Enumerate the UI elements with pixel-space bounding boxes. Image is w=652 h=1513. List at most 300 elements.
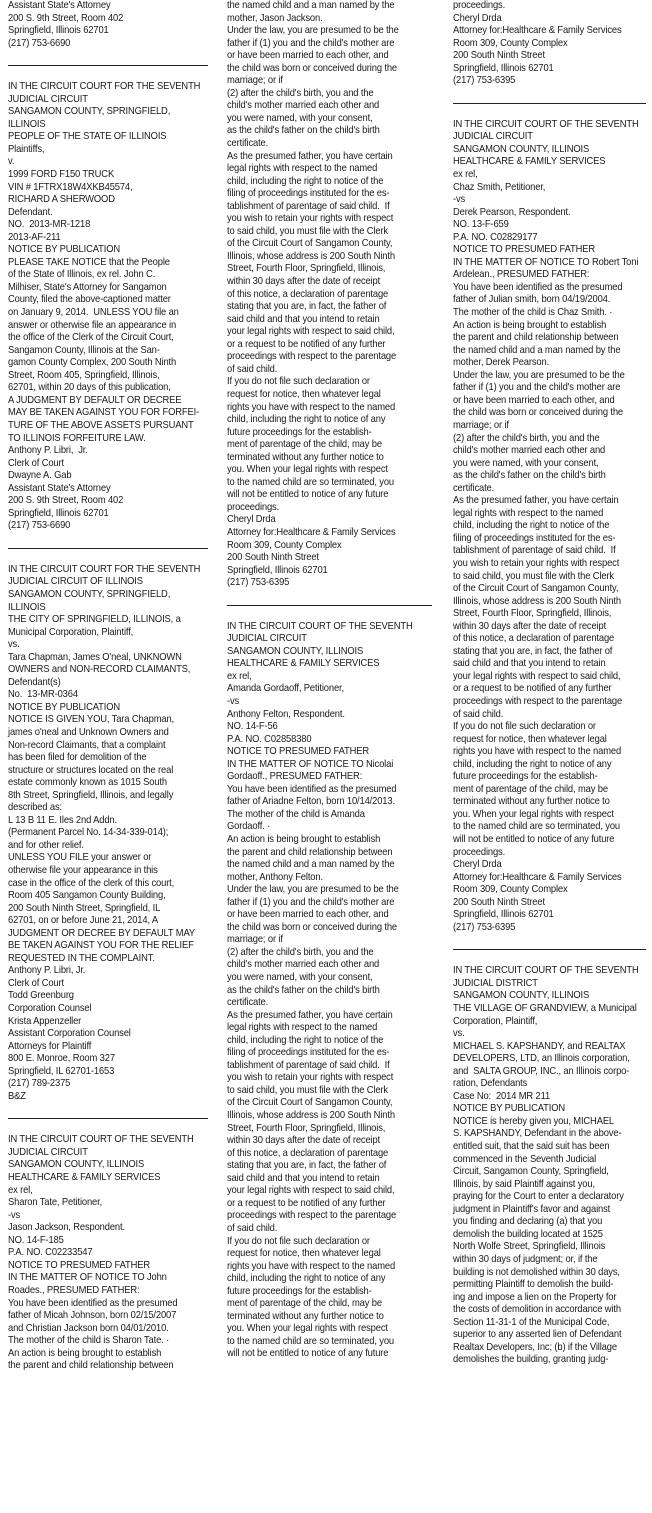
notice-line: 200 South Ninth Street [453, 896, 545, 908]
legal-notice [8, 1134, 208, 1372]
notice-line: IN THE MATTER OF NOTICE TO John [8, 1272, 167, 1284]
notice-line: tablishment of parentage of said child. If [453, 545, 616, 557]
notice-line: Krista Appenzeller [8, 1015, 82, 1027]
notice-line: you were named, with your consent, [227, 972, 373, 984]
notice-line: said child and that you intend to retain [227, 1172, 380, 1184]
notice-line: mother, Anthony Felton. [227, 871, 323, 883]
notice-line: HEALTHCARE & FAMILY SERVICES [453, 156, 606, 168]
notice-line: Anthony P. Libri, Jr. [8, 445, 88, 457]
notice-line: said child and that you intend to retain [453, 658, 606, 670]
notice-line: An action is being brought to establish [453, 319, 607, 331]
notice-line: (2) after the child's birth, you and the [227, 87, 374, 99]
notice-line: you. When your legal rights with respect [227, 464, 388, 476]
notice-line: commenced in the Seventh Judicial [453, 1153, 597, 1165]
legal-notice [453, 119, 646, 935]
notice-line: has been filed for demolition of the [8, 752, 147, 764]
notice-line: or a request to be notified of any further [227, 338, 386, 350]
notice-line: father of Micah Johnson, born 02/15/2007 [8, 1310, 177, 1322]
notice-line: Realtax Developers, Inc; (b) if the Village [453, 1341, 617, 1353]
notice-line: of this notice, a declaration of parentage [453, 633, 615, 645]
notice-line: Springfield, Illinois 62701 [227, 564, 328, 576]
notice-line: 200 S. 9th Street, Room 402 [8, 12, 124, 24]
notice-line: OWNERS and NON-RECORD CLAIMANTS, [8, 664, 191, 676]
notice-line: ex rel, [227, 670, 252, 682]
notice-line: (217) 753-6690 [8, 520, 71, 532]
notice-line: Assistant State's Attorney [8, 0, 111, 11]
notice-divider [8, 548, 208, 549]
legal-notice [8, 81, 208, 533]
notice-line: Chaz Smith, Petitioner, [453, 181, 546, 193]
notice-line: father of Ariadne Felton, born 10/14/2013. [227, 796, 395, 808]
notice-line: Defendant(s) [8, 676, 61, 688]
notice-line: the office of the Clerk of the Circuit Court, [8, 332, 174, 344]
notice-line: RICHARD A SHERWOOD [8, 194, 115, 206]
notice-line: NOTICE TO PRESUMED FATHER [453, 244, 596, 256]
notice-line: -vs [453, 194, 466, 206]
notice-line: P.A. NO. C02829177 [453, 231, 538, 243]
notice-line: 200 S. 9th Street, Room 402 [8, 495, 124, 507]
notice-line: Under the law, you are presumed to be the [227, 25, 399, 37]
notice-line: structure or structures located on the real [8, 764, 174, 776]
legal-notice [227, 621, 432, 1361]
notice-line: Springfield, Illinois 62701 [8, 507, 109, 519]
notice-line: ex rel, [453, 169, 478, 181]
notice-line: will not be entitled to notice of any future [227, 1348, 389, 1360]
notice-line: request for notice, then whatever legal [227, 388, 381, 400]
notice-line: superior to any asserted lien of Defendant [453, 1329, 622, 1341]
notice-line: Todd Greenburg [8, 990, 74, 1002]
notice-line: will not be entitled to notice of any future [453, 834, 615, 845]
notice-line: You have been identified as the presumed [453, 281, 623, 293]
notice-line: IN THE CIRCUIT COURT OF THE SEVENTH [8, 1134, 194, 1146]
column-1 [8, 0, 208, 1373]
notice-line: the named child and a man named by the [227, 0, 395, 11]
notice-line: PLEASE TAKE NOTICE that the People [8, 256, 170, 268]
notice-line: and for other relief. [8, 839, 84, 851]
legal-notice [227, 0, 432, 590]
notice-line: or have been married to each other, and [227, 50, 389, 62]
notice-line: (217) 753-6395 [453, 921, 516, 933]
notice-line: father of Julian smith, born 04/19/2004. [453, 294, 611, 306]
notice-line: You have been identified as the presumed [227, 783, 397, 795]
notice-line: filing of proceedings instituted for the es- [227, 188, 390, 200]
notice-line: Corporation, Plaintiff, [453, 1015, 538, 1027]
notice-line: or have been married to each other, and [453, 394, 615, 406]
notice-line: answer or otherwise file an appearance in [8, 319, 177, 331]
notice-line: L 13 B 11 E. Iles 2nd Addn. [8, 814, 117, 826]
notice-line: certificate. [453, 482, 495, 494]
notice-line: legal rights with respect to the named [227, 163, 378, 175]
notice-line: terminated without any further notice to [453, 796, 610, 808]
notice-line: IN THE CIRCUIT COURT OF THE SEVENTH [453, 965, 639, 977]
notice-line: ing and impose a lien on the Property for [453, 1291, 617, 1303]
notice-line: Jason Jackson, Respondent. [8, 1222, 125, 1234]
notice-line: If you do not file such declaration or [453, 721, 596, 733]
notice-line: of the Circuit Court of Sangamon County, [227, 238, 393, 250]
notice-line: PEOPLE OF THE STATE OF ILLINOIS [8, 131, 167, 143]
legal-notice [453, 0, 646, 88]
notice-line: SANGAMON COUNTY, SPRINGFIELD, [8, 588, 171, 600]
notice-line: the child was born or conceived during the [227, 62, 398, 74]
notice-line: praying for the Court to enter a declaratory [453, 1191, 624, 1203]
notice-line: No. 13-MR-0364 [8, 689, 78, 701]
notice-line: NO. 14-F-185 [8, 1234, 64, 1246]
notice-line: child, including the right to notice of any [227, 414, 386, 426]
notice-line: Attorneys for Plaintiff [8, 1040, 92, 1052]
notice-line: The mother of the child is Sharon Tate. · [8, 1335, 170, 1347]
notice-line: of said child. [453, 708, 504, 720]
notice-line: As the presumed father, you have certain [453, 495, 619, 507]
legal-notice [8, 0, 208, 50]
notice-line: rights you have with respect to the named [227, 1260, 396, 1272]
notice-line: you wish to retain your rights with respect [453, 557, 620, 569]
notice-line: THE CITY OF SPRINGFIELD, ILLINOIS, a [8, 614, 181, 626]
notice-line: (217) 789-2375 [8, 1078, 71, 1090]
notice-line: Tara Chapman, James O'neal, UNKNOWN [8, 651, 182, 663]
notice-line: will not be entitled to notice of any future [227, 489, 389, 501]
notice-line: Illinois, whose address is 200 South Ninth [453, 595, 621, 607]
notice-line: the named child and a man named by the [453, 344, 621, 356]
notice-line: ment of parentage of the child, may be [227, 439, 382, 451]
notice-line: THE VILLAGE OF GRANDVIEW, a Municipal [453, 1003, 637, 1015]
notice-line: future proceedings for the establish- [453, 771, 598, 783]
notice-line: v. [8, 156, 15, 168]
notice-line: you wish to retain your rights with respect [227, 213, 394, 225]
notice-line: within 30 days after the date of receipt [227, 1135, 381, 1147]
notice-line: Cheryl Drda [453, 12, 502, 24]
notice-line: Room 309, County Complex [453, 37, 568, 49]
notice-line: NOTICE BY PUBLICATION [8, 244, 121, 256]
notice-line: TO ILLINOIS FORFEITURE LAW. [8, 432, 146, 444]
notice-line: JUDICIAL DISTRICT [453, 977, 538, 989]
notice-line: marriage; or if [227, 75, 283, 87]
notice-line: REQUESTED IN THE COMPLAINT. [8, 952, 155, 964]
notice-line: you wish to retain your rights with respect [227, 1072, 394, 1084]
notice-line: of said child. [227, 1222, 278, 1234]
notice-line: you. When your legal rights with respect [227, 1323, 388, 1335]
notice-line: to said child, you must file with the Clerk [227, 225, 388, 237]
notice-line: request for notice, then whatever legal [453, 733, 607, 745]
notice-line: NOTICE BY PUBLICATION [8, 701, 121, 713]
notice-line: JUDGMENT OR DECREE BY DEFAULT MAY [8, 927, 196, 939]
notice-line: proceedings with respect to the parentage [227, 1210, 397, 1222]
notice-line: UNLESS YOU FILE your answer or [8, 852, 152, 864]
notice-line: (217) 753-6690 [8, 37, 71, 49]
legal-notice [453, 965, 646, 1367]
notice-line: father if (1) you and the child's mother are [227, 896, 395, 908]
notice-line: S. KAPSHANDY, Defendant in the above- [453, 1128, 622, 1140]
notice-line: 200 South Ninth Street [453, 50, 545, 62]
notice-line: Anthony Felton, Respondent. [227, 708, 345, 720]
notice-line: You have been identified as the presumed [8, 1297, 178, 1309]
notice-line: Room 309, County Complex [227, 539, 342, 551]
notice-line: to the named child are so terminated, you [227, 1335, 395, 1347]
notice-line: NOTICE is hereby given you, MICHAEL [453, 1115, 615, 1127]
notice-line: father if (1) you and the child's mother are [453, 382, 621, 394]
notice-line: stating that you are, in fact, the father of [453, 645, 613, 657]
notice-line: (2) after the child's birth, you and the [453, 432, 600, 444]
notice-line: marriage; or if [453, 419, 509, 431]
notice-line: NOTICE TO PRESUMED FATHER [227, 746, 370, 758]
notice-line: the parent and child relationship between [227, 846, 393, 858]
notice-line: ILLINOIS [8, 118, 46, 130]
notice-line: Anthony P. Libri, Jr. [8, 965, 86, 977]
notice-line: Room 309, County Complex [453, 884, 568, 896]
notice-line: Assistant Corporation Counsel [8, 1028, 131, 1040]
notice-line: Gordaoff. · [227, 821, 271, 833]
notice-line: case in the office of the clerk of this court, [8, 877, 175, 889]
notice-line: (217) 753-6395 [453, 75, 516, 87]
notice-line: Attorney for:Healthcare & Family Services [453, 25, 622, 37]
notice-line: Cheryl Drda [227, 514, 276, 526]
notice-line: of the Circuit Court of Sangamon County, [227, 1097, 393, 1109]
notice-line: JUDICIAL CIRCUIT OF ILLINOIS [8, 576, 143, 588]
notice-line: proceedings with respect to the parentage [453, 695, 623, 707]
notice-line: SANGAMON COUNTY, SPRINGFIELD, [8, 106, 171, 118]
notice-line: of the Circuit Court of Sangamon County, [453, 583, 619, 595]
notice-line: As the presumed father, you have certain [227, 1009, 393, 1021]
notice-line: Attorney for:Healthcare & Family Services [227, 526, 396, 538]
notice-line: entitled suit, that the said suit has been [453, 1141, 610, 1153]
notice-line: filing of proceedings instituted for the es- [453, 532, 616, 544]
notice-line: If you do not file such declaration or [227, 1235, 370, 1247]
notice-line: the child was born or conceived during the [453, 407, 624, 419]
notice-line: Street, Fourth Floor, Springfield, Illinois, [227, 263, 386, 275]
notice-divider [227, 605, 432, 606]
notice-line: ILLINOIS [8, 601, 46, 613]
notice-line: (Permanent Parcel No. 14-34-339-014); [8, 827, 169, 839]
notice-line: gamon County Complex, 200 South Ninth [8, 357, 177, 369]
notice-line: The mother of the child is Chaz Smith. · [453, 307, 613, 319]
notice-line: IN THE CIRCUIT COURT FOR THE SEVENTH [8, 81, 201, 93]
notice-line: tablishment of parentage of said child. If [227, 1059, 390, 1071]
notice-line: you finding and declaring (a) that you [453, 1216, 603, 1228]
notice-line: the costs of demolition in accordance with [453, 1304, 621, 1316]
notice-line: County, filed the above-captioned matter [8, 294, 171, 306]
notice-line: Roades., PRESUMED FATHER: [8, 1284, 140, 1296]
notice-line: and Christian Jackson born 04/01/2010. [8, 1322, 169, 1334]
notice-line: Attorney for:Healthcare & Family Services [453, 871, 622, 883]
notice-line: Street, Room 405, Springfield, Illinois, [8, 369, 160, 381]
notice-line: -vs [8, 1209, 21, 1221]
notice-line: HEALTHCARE & FAMILY SERVICES [227, 658, 380, 670]
notice-line: the named child and a man named by the [227, 859, 395, 871]
notice-line: -vs [227, 695, 240, 707]
notice-line: Clerk of Court [8, 977, 64, 989]
notice-line: NO. 13-F-659 [453, 219, 509, 231]
column-3 [453, 0, 646, 1367]
notice-line: Amanda Gordaoff, Petitioner, [227, 683, 344, 695]
column-2 [227, 0, 432, 1361]
notice-line: Derek Pearson, Respondent. [453, 206, 571, 218]
notice-line: ex rel, [8, 1184, 33, 1196]
notice-line: to the named child are so terminated, you [227, 476, 395, 488]
notice-line: Ardelean., PRESUMED FATHER: [453, 269, 590, 281]
notice-line: 800 E. Monroe, Room 327 [8, 1053, 115, 1065]
notice-line: james o'neal and Unknown Owners and [8, 726, 169, 738]
notice-line: (2) after the child's birth, you and the [227, 946, 374, 958]
legal-notice [8, 564, 208, 1104]
notice-line: mother, Jason Jackson. [227, 12, 323, 24]
notice-line: as the child's father on the child's birth [227, 125, 380, 137]
notice-line: of this notice, a declaration of parentage [227, 288, 389, 300]
notice-line: ment of parentage of the child, may be [227, 1298, 382, 1310]
notice-line: 62701, within 20 days of this publication, [8, 382, 171, 394]
notice-line: P.A. NO. C02858380 [227, 733, 312, 745]
notice-line: Municipal Corporation, Plaintiff, [8, 626, 134, 638]
notice-line: you were named, with your consent, [453, 457, 599, 469]
notice-line: Street, Fourth Floor, Springfield, Illinois, [227, 1122, 386, 1134]
notice-line: SANGAMON COUNTY, ILLINOIS [227, 645, 364, 657]
notice-line: Cheryl Drda [453, 859, 502, 871]
notice-line: Clerk of Court [8, 457, 64, 469]
notice-line: you. When your legal rights with respect [453, 808, 614, 820]
notice-line: to the named child are so terminated, you [453, 821, 621, 833]
notice-line: Illinois, whose address is 200 South Ninth [227, 250, 395, 262]
notice-line: and SALTA GROUP, INC., an Illinois corpo- [453, 1065, 630, 1077]
notice-line: or a request to be notified of any further [453, 683, 612, 695]
notice-line: permitting Plaintiff to demolish the build- [453, 1279, 614, 1291]
notice-line: of said child. [227, 363, 278, 375]
notice-line: SANGAMON COUNTY, ILLINOIS [8, 1159, 145, 1171]
notice-line: B&Z [8, 1090, 26, 1102]
notice-line: IN THE CIRCUIT COURT FOR THE SEVENTH [8, 563, 201, 575]
notice-divider [8, 65, 208, 66]
notice-line: 8th Street, Springfield, Illinois, and legally [8, 789, 174, 801]
notice-line: JUDICIAL CIRCUIT [8, 93, 88, 105]
notice-line: Springfield, Illinois 62701 [453, 62, 554, 74]
notice-line: NO. 2013-MR-1218 [8, 219, 91, 231]
notice-line: JUDICIAL CIRCUIT [227, 633, 307, 645]
notice-line: (217) 753-6395 [227, 577, 290, 589]
notice-line: TURE OF THE ABOVE ASSETS PURSUANT [8, 419, 194, 431]
notice-line: Room 405 Sangamon County Building, [8, 890, 166, 902]
notice-line: the parent and child relationship between [8, 1360, 174, 1372]
notice-line: 1999 FORD F150 TRUCK [8, 169, 115, 181]
notice-line: marriage; or if [227, 934, 283, 946]
notice-line: certificate. [227, 997, 269, 1009]
notice-line: 200 South Ninth Street [227, 552, 319, 564]
notice-line: proceedings. [227, 501, 280, 513]
notice-line: NOTICE BY PUBLICATION [453, 1103, 566, 1115]
notice-line: child's mother married each other and [453, 445, 606, 457]
notice-line: the child was born or conceived during the [227, 921, 398, 933]
notice-line: Section 11-31-1 of the Municipal Code, [453, 1316, 610, 1328]
notice-line: IN THE MATTER OF NOTICE TO Robert Toni [453, 256, 639, 268]
notice-line: Springfield, IL 62701-1653 [8, 1065, 115, 1077]
notice-line: of this notice, a declaration of parentage [227, 1147, 389, 1159]
notice-line: child's mother married each other and [227, 100, 380, 112]
notice-line: request for notice, then whatever legal [227, 1248, 381, 1260]
notice-line: child, including the right to notice of any [453, 758, 612, 770]
notice-line: said child and that you intend to retain [227, 313, 380, 325]
notice-line: the parent and child relationship between [453, 332, 619, 344]
notice-line: JUDICIAL CIRCUIT [8, 1146, 88, 1158]
notice-divider [453, 949, 646, 950]
notice-line: Sangamon County, Illinois at the San- [8, 344, 160, 356]
notice-line: MAY BE TAKEN AGAINST YOU FOR FORFEI- [8, 407, 200, 419]
notice-line: judgment in Plaintiff's favor and against [453, 1203, 611, 1215]
notice-line: described as: [8, 802, 63, 814]
notice-line: Defendant. [8, 206, 53, 218]
notice-line: on January 9, 2014. UNLESS YOU file an [8, 307, 179, 319]
notice-line: 62701, on or before June 21, 2014, A [8, 915, 158, 927]
notice-line: ment of parentage of the child, may be [453, 783, 608, 795]
notice-line: mother, Derek Pearson. [453, 357, 550, 369]
notice-line: HEALTHCARE & FAMILY SERVICES [8, 1172, 161, 1184]
notice-line: SANGAMON COUNTY, ILLINOIS [453, 990, 590, 1002]
notice-line: Gordaoff., PRESUMED FATHER: [227, 771, 363, 783]
notice-line: Non-record Claimants, that a complaint [8, 739, 166, 751]
notice-line: proceedings with respect to the parentage [227, 351, 397, 363]
notice-line: As the presumed father, you have certain [227, 150, 393, 162]
notice-line: 200 South Ninth Street, Springfield, IL [8, 902, 161, 914]
notice-line: future proceedings for the establish- [227, 426, 372, 438]
notice-line: father if (1) you and the child's mother are [227, 37, 395, 49]
notice-line: An action is being brought to establish [227, 834, 381, 845]
notice-line: Street, Fourth Floor, Springfield, Illinois, [453, 608, 612, 620]
notice-divider [453, 103, 646, 104]
notice-line: building is not demolished within 30 days, [453, 1266, 620, 1278]
notice-line: terminated without any further notice to [227, 451, 384, 463]
notice-line: BE TAKEN AGAINST YOU FOR THE RELIEF [8, 940, 194, 952]
notice-line: Milhiser, State's Attorney for Sangamon [8, 281, 167, 293]
notice-line: Springfield, Illinois 62701 [8, 25, 109, 37]
notice-line: MICHAEL S. KAPSHANDY, and REALTAX [453, 1040, 626, 1052]
notice-line: you were named, with your consent, [227, 112, 373, 124]
notice-line: or have been married to each other, and [227, 909, 389, 921]
notice-line: SANGAMON COUNTY, ILLINOIS [453, 143, 590, 155]
notice-line: legal rights with respect to the named [227, 1022, 378, 1034]
notice-line: Illinois, whose address is 200 South Ninth [227, 1110, 395, 1122]
notice-line: Corporation Counsel [8, 1003, 92, 1015]
notice-line: IN THE CIRCUIT COURT OF THE SEVENTH [227, 620, 413, 632]
notice-line: Illinois, by said Plaintiff against you, [453, 1178, 595, 1190]
notice-line: otherwise file your appearance in this [8, 865, 158, 876]
notice-line: ration, Defendants [453, 1078, 528, 1090]
notice-line: JUDICIAL CIRCUIT [453, 131, 533, 143]
notice-line: to said child, you must file with the Clerk [453, 570, 614, 582]
notice-line: estate commonly known as 1015 South [8, 777, 167, 789]
notice-line: future proceedings for the establish- [227, 1285, 372, 1297]
notice-line: Assistant State's Attorney [8, 482, 111, 494]
notice-line: Case No: 2014 MR 211 [453, 1090, 551, 1102]
notice-line: The mother of the child is Amanda [227, 808, 365, 820]
notice-line: Dwayne A. Gab [8, 470, 72, 482]
notice-line: North Wolfe Street, Springfield, Illinois [453, 1241, 606, 1253]
notice-line: within 30 days after the date of receipt [227, 276, 381, 288]
notice-line: tablishment of parentage of said child. If [227, 200, 390, 212]
notice-line: An action is being brought to establish [8, 1347, 162, 1359]
notice-line: Under the law, you are presumed to be the [453, 369, 625, 381]
notice-line: proceedings. [453, 0, 506, 11]
notice-line: child, including the right to notice of the [453, 520, 610, 532]
notice-line: rights you have with respect to the named [227, 401, 396, 413]
notice-line: vs. [8, 639, 20, 651]
notice-line: stating that you are, in fact, the father of [227, 301, 387, 313]
notice-line: IN THE CIRCUIT COURT OF THE SEVENTH [453, 118, 639, 130]
notice-line: NOTICE TO PRESUMED FATHER [8, 1259, 151, 1271]
notice-line: proceedings. [453, 846, 506, 858]
notice-line: Under the law, you are presumed to be the [227, 884, 399, 896]
notice-line: terminated without any further notice to [227, 1310, 384, 1322]
notice-line: A JUDGMENT BY DEFAULT OR DECREE [8, 394, 182, 406]
notice-line: vs. [453, 1028, 465, 1040]
notice-line: your legal rights with respect to said child, [227, 326, 395, 338]
notice-line: within 30 days of judgment; or, if the [453, 1253, 598, 1265]
notice-line: Springfield, Illinois 62701 [453, 909, 554, 921]
notice-line: your legal rights with respect to said child, [453, 670, 621, 682]
